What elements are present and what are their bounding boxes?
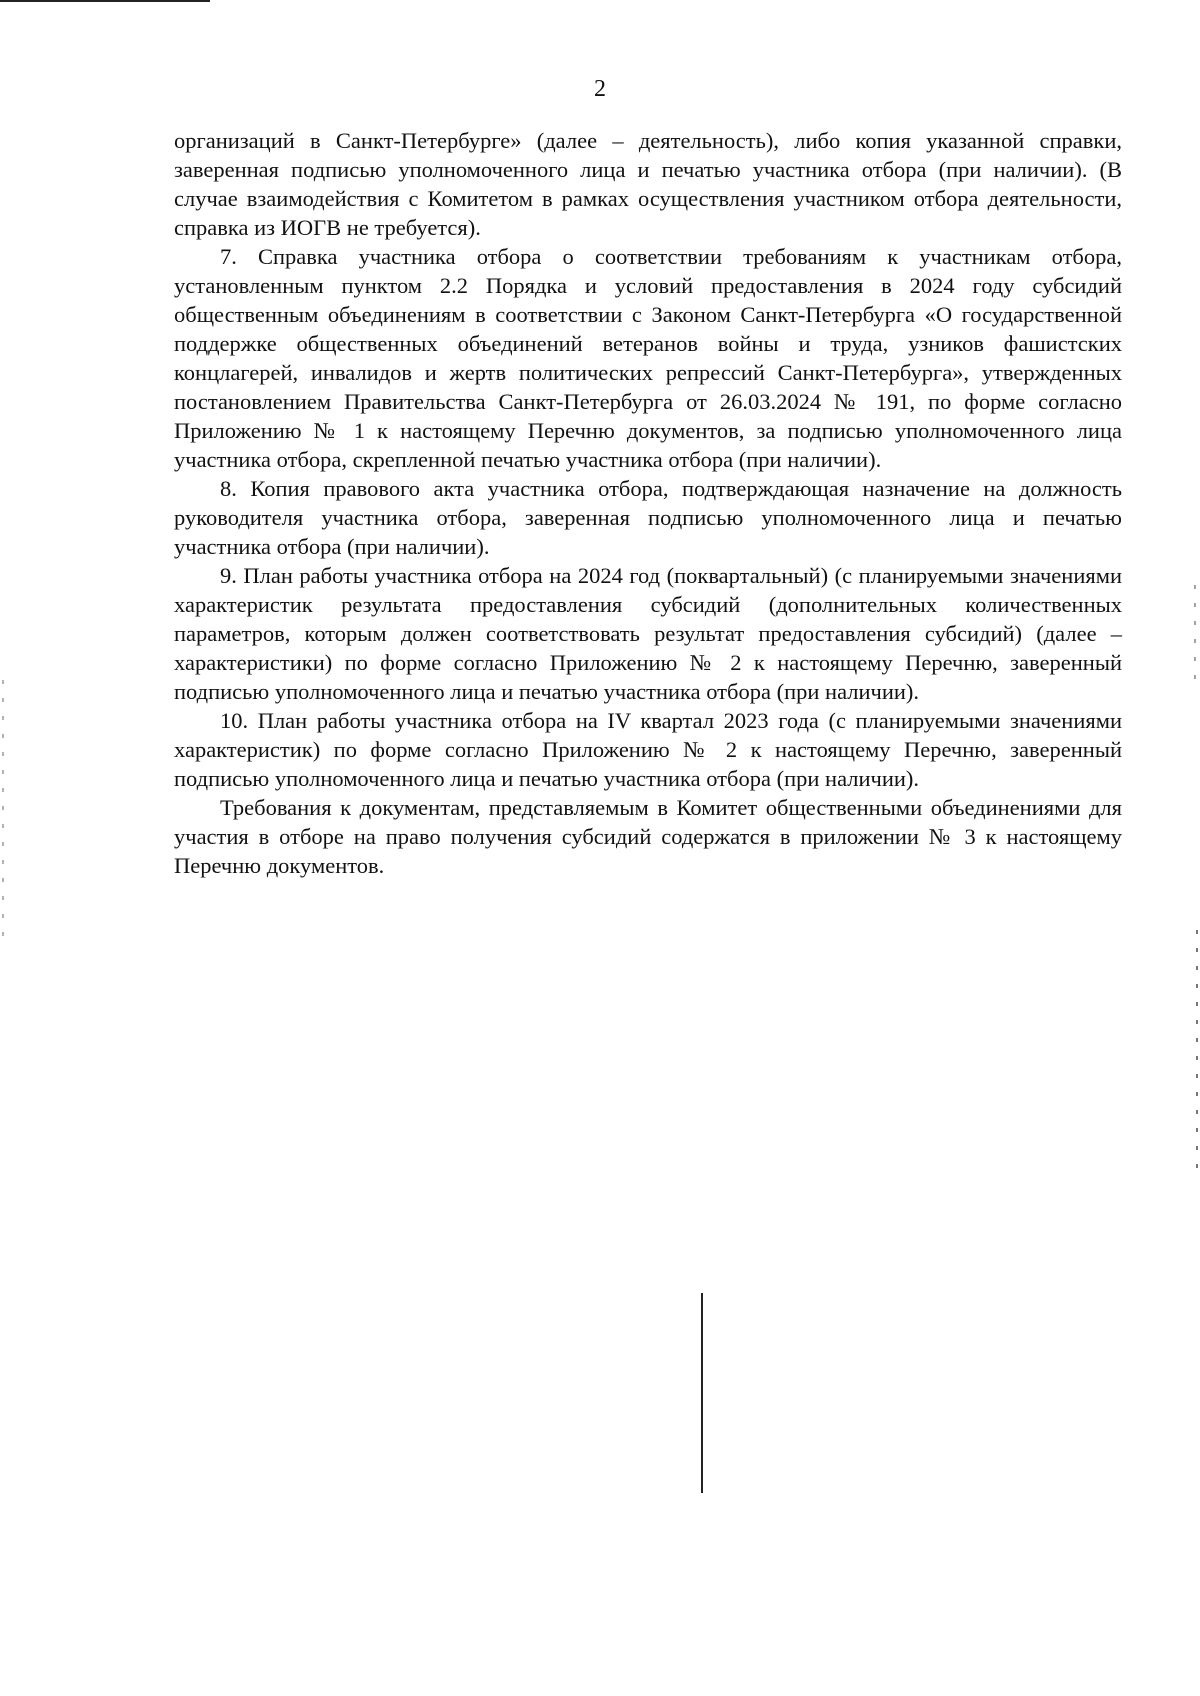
paragraph-item-7: 7. Справка участника отбора о соответствии требованиям к участникам отбора, установленным пунктом 2.2 Порядка и условий предоставления в 2024 году субсидий общественным объединениям в соответствии с Законом Санкт-Петербурга «О государственной поддержке общественных объединений ветеранов войны и труда, узников фашистских концлагерей, инвалидов и жертв политических репрессий Санкт-Петербурга», утвержденных постановлением Правительства Санкт-Петербурга от 26.03.2024 № 191, по форме согласно Приложению № 1 к настоящему Перечню документов, за подписью уполномоченного лица участника отбора, скрепленной печатью участника отбора (при наличии). <box>174 244 1122 472</box>
paragraph-continuation: организаций в Санкт-Петербурге» (далее – деятельность), либо копия указанной справки, заверенная подписью уполномоченного лица и печатью участника отбора (при наличии). (В случае взаимодействия с Комитетом в рамках осуществления участником отбора деятельности, справка из ИОГВ не требуется). <box>174 128 1122 240</box>
scan-margin-marks <box>1196 930 1198 1180</box>
paragraph-requirements: Требования к документам, представляемым в Комитет общественными объединениями для участия в отборе на право получения субсидий содержатся в приложении № 3 к настоящему Перечню документов. <box>174 795 1122 878</box>
paragraph-item-9: 9. План работы участника отбора на 2024 год (поквартальный) (с планируемыми значениями характеристик результата предоставления субсидий (дополнительных количественных параметров, которым должен соответствовать результат предоставления субсидий) (далее – характеристики) по форме согласно Приложению № 2 к настоящему Перечню, заверенный подписью уполномоченного лица и печатью участника отбора (при наличии). <box>174 563 1122 704</box>
vertical-rule <box>701 1293 703 1493</box>
paragraph-item-10: 10. План работы участника отбора на IV квартал 2023 года (с планируемыми значениями характеристик) по форме согласно Приложению № 2 к настоящему Перечню, заверенный подписью уполномоченного лица и печатью участника отбора (при наличии). <box>174 708 1122 791</box>
document-body <box>174 126 1122 880</box>
paragraph-item-8: 8. Копия правового акта участника отбора, подтверждающая назначение на должность руководителя участника отбора, заверенная подписью уполномоченного лица и печатью участника отбора (при наличии). <box>174 476 1122 559</box>
page-number: 2 <box>594 76 606 102</box>
scan-edge-line <box>0 0 210 2</box>
scan-margin-marks <box>1194 585 1196 685</box>
scan-margin-marks <box>2 680 4 940</box>
